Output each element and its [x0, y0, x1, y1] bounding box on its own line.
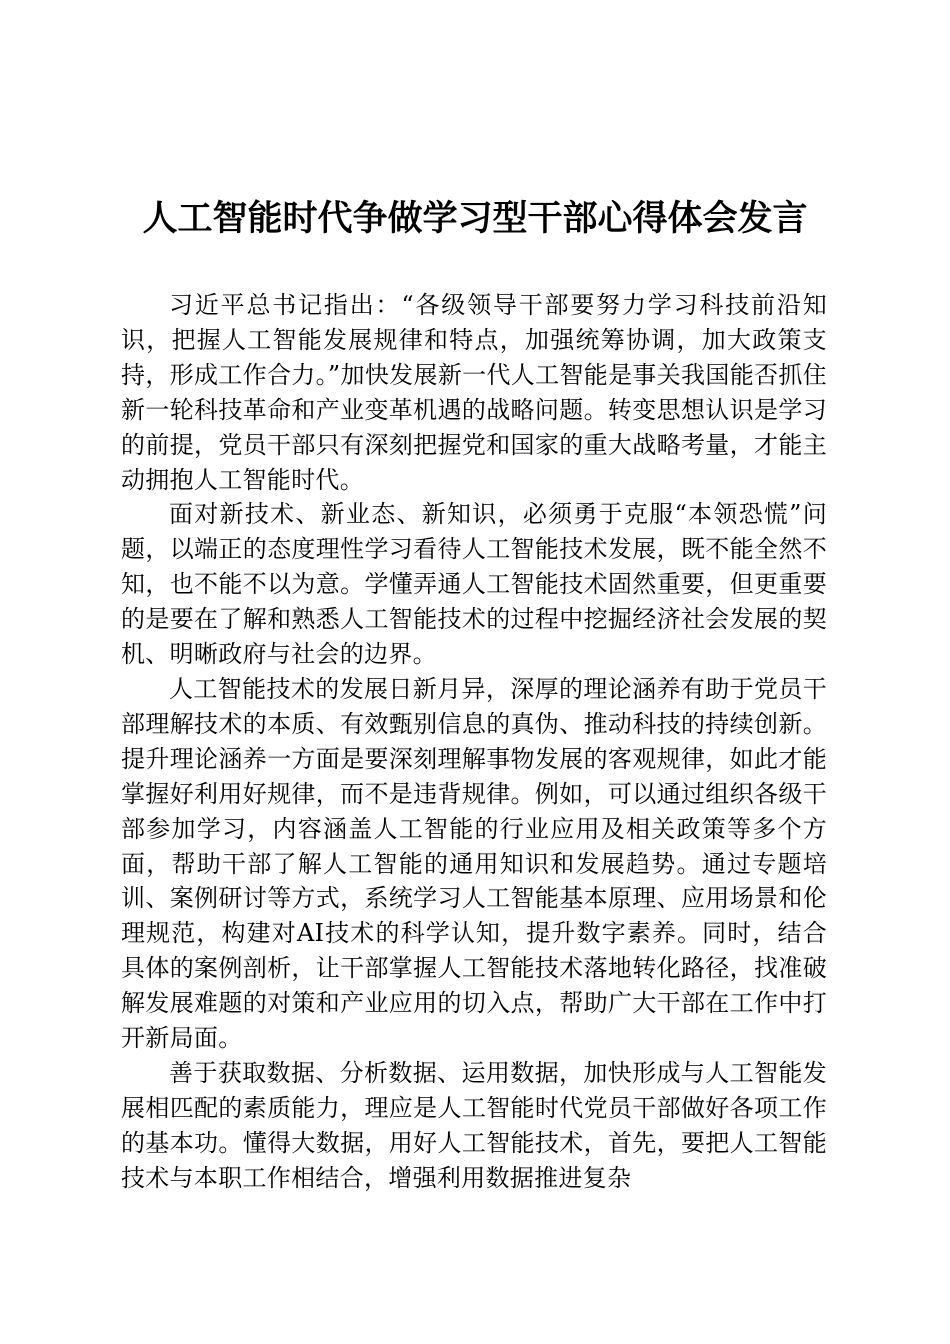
paragraph-2: 面对新技术、新业态、新知识，必须勇于克服“本领恐慌”问题，以端正的态度理性学习看待人工智能技术发展，既不能全然不知，也不能不以为意。学懂弄通人工智能技术固然重要，但更重要的是要在了解和熟悉人工智能技术的过程中挖掘经济社会发展的契机、明晰政府与社会的边界。: [121, 500, 827, 669]
document-title: 人工智能时代争做学习型干部心得体会发言: [142, 198, 808, 239]
paragraph-4: 善于获取数据、分析数据、运用数据，加快形成与人工智能发展相匹配的素质能力，理应是人工智能时代党员干部做好各项工作的基本功。懂得大数据，用好人工智能技术，首先，要把人工智能技术与本职工作相结合，增强利用数据推进复杂: [121, 1058, 827, 1192]
paragraph-3: 人工智能技术的发展日新月异，深厚的理论涵养有助于党员干部理解技术的本质、有效甄别信息的真伪、推动科技的持续创新。提升理论涵养一方面是要深刻理解事物发展的客观规律，如此才能掌握好利用好规律，而不是违背规律。例如，可以通过组织各级干部参加学习，内容涵盖人工智能的行业应用及相关政策等多个方面，帮助干部了解人工智能的通用知识和发展趋势。通过专题培训、案例研讨等方式，系统学习人工智能基本原理、应用场景和伦理规范，构建对AI技术的科学认知，提升数字素养。同时，结合具体的案例剖析，让干部掌握人工智能技术落地转化路径，找准破解发展难题的对策和产业应用的切入点，帮助广大干部在工作中打开新局面。: [121, 674, 827, 1053]
paragraph-1: 习近平总书记指出：“各级领导干部要努力学习科技前沿知识，把握人工智能发展规律和特点，加强统筹协调，加大政策支持，形成工作合力。”加快发展新一代人工智能是事关我国能否抓住新一轮科技革命和产业变革机遇的战略问题。转变思想认识是学习的前提，党员干部只有深刻把握党和国家的重大战略考量，才能主动拥抱人工智能时代。: [121, 291, 827, 494]
document-body: [121, 288, 827, 1196]
